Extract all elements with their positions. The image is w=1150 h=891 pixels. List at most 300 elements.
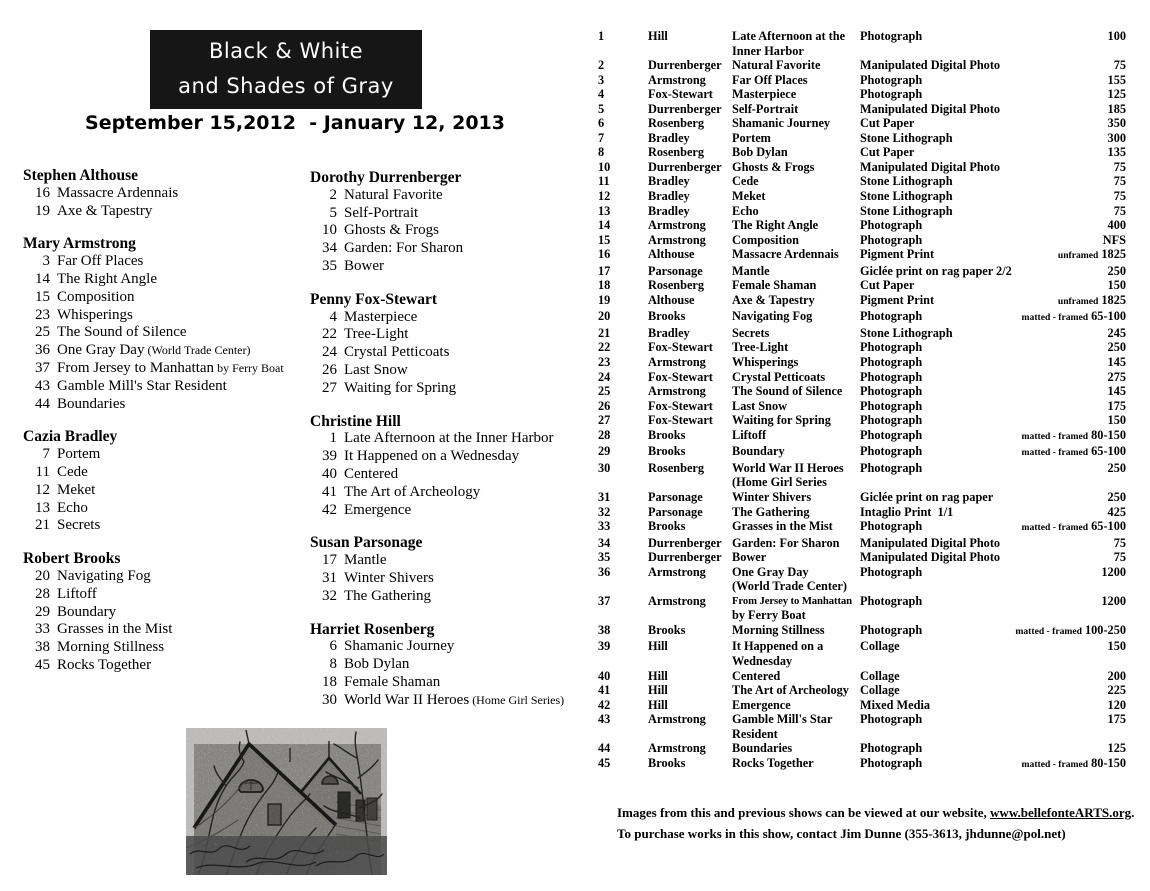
catalog-title	[732, 73, 860, 88]
catalog-price-value: 225	[1107, 683, 1126, 698]
catalog-price	[1012, 669, 1126, 684]
work-title: Crystal Petticoats	[344, 344, 450, 361]
catalog-medium: Photograph	[860, 593, 923, 608]
catalog-title	[732, 639, 860, 668]
catalog-medium: Manipulated Digital Photo	[860, 58, 1001, 73]
artist-name: Mary Armstrong	[23, 235, 136, 253]
work-number: 10	[322, 222, 337, 239]
catalog-title	[732, 29, 860, 58]
catalog-price	[1012, 756, 1126, 773]
catalog-medium: Photograph	[860, 755, 923, 770]
catalog-price	[1012, 505, 1126, 520]
catalog-artist: Durrenberger	[648, 101, 722, 116]
catalog-number: 31	[598, 489, 611, 504]
catalog-price	[1012, 309, 1126, 326]
catalog-title-line: Masterpiece	[732, 87, 797, 102]
work-number: 14	[35, 270, 50, 287]
catalog-title-line: Crystal Petticoats	[732, 369, 826, 384]
catalog-price	[1012, 340, 1126, 355]
catalog-title	[732, 326, 860, 341]
catalog-price	[1012, 116, 1126, 131]
artist-work-item	[23, 342, 305, 360]
work-number: 31	[322, 569, 337, 586]
catalog-price	[1012, 160, 1126, 175]
catalog-medium: Manipulated Digital Photo	[860, 535, 1001, 550]
work-title: It Happened on a Wednesday	[344, 448, 520, 465]
catalog-title-line: Wednesday	[732, 653, 793, 668]
catalog-artist: Brooks	[648, 519, 686, 534]
catalog-artist: Fox-Stewart	[648, 369, 713, 384]
work-title: Liftoff	[57, 585, 97, 602]
catalog-number: 44	[598, 741, 611, 756]
catalog-number: 39	[598, 639, 611, 654]
catalog-number: 22	[598, 340, 611, 355]
catalog-price	[1012, 58, 1126, 73]
catalog-price-value: 175	[1107, 398, 1126, 413]
work-title: Massacre Ardennais	[57, 184, 179, 201]
catalog-number: 24	[598, 369, 611, 384]
catalog-row	[598, 309, 1126, 326]
artist-work-item	[310, 484, 595, 502]
work-number: 38	[35, 639, 50, 656]
catalog-number: 16	[598, 247, 611, 262]
catalog-price-value: 275	[1107, 369, 1126, 384]
catalog-medium: Photograph	[860, 622, 923, 637]
work-title: Morning Stillness	[57, 639, 165, 656]
work-title: Winter Shivers	[344, 569, 434, 586]
artist-work-item	[23, 639, 305, 657]
catalog-title	[732, 204, 860, 219]
catalog-artist: Armstrong	[648, 232, 706, 247]
website-link[interactable]: www.bellefonteARTS.org	[990, 805, 1132, 820]
catalog-title	[732, 264, 860, 279]
work-number: 43	[35, 377, 50, 394]
catalog-title	[732, 461, 860, 490]
catalog-number: 11	[598, 174, 610, 189]
catalog-artist: Brooks	[648, 622, 686, 637]
artist-work-item	[23, 271, 305, 289]
artist-work-item	[23, 185, 305, 203]
catalog-number: 3	[598, 72, 605, 87]
catalog-row	[598, 174, 1126, 189]
work-title: Mantle	[344, 552, 387, 569]
catalog-title	[732, 399, 860, 414]
artist-work-item	[310, 344, 595, 362]
catalog-title-line: Grasses in the Mist	[732, 519, 833, 534]
catalog-row	[598, 116, 1126, 131]
catalog-title-line: Garden: For Sharon	[732, 535, 840, 550]
catalog-medium: Photograph	[860, 369, 923, 384]
catalog-title	[732, 160, 860, 175]
work-number: 20	[35, 567, 50, 584]
catalog-artist: Armstrong	[648, 564, 706, 579]
catalog-row	[598, 428, 1126, 445]
catalog-number: 17	[598, 263, 611, 278]
catalog-medium: Collage	[860, 668, 900, 683]
catalog-title-line: Winter Shivers	[732, 489, 812, 504]
catalog-number: 41	[598, 683, 611, 698]
catalog-price-value: 125	[1107, 741, 1126, 756]
catalog-medium: Stone Lithograph	[860, 325, 953, 340]
catalog-price-value: 80-150	[1091, 755, 1126, 770]
work-number: 8	[329, 656, 337, 673]
work-title: Secrets	[57, 517, 101, 534]
catalog-price	[1012, 87, 1126, 102]
work-number: 39	[322, 448, 337, 465]
work-number: 22	[322, 326, 337, 343]
catalog-row	[598, 444, 1126, 461]
catalog-number: 12	[598, 189, 611, 204]
work-title: Masterpiece	[344, 308, 418, 325]
catalog-row	[598, 639, 1126, 668]
work-title: Last Snow	[344, 361, 408, 378]
catalog-number: 30	[598, 460, 611, 475]
catalog-price-value: 145	[1107, 355, 1126, 370]
catalog-row	[598, 756, 1126, 773]
catalog-artist: Fox-Stewart	[648, 413, 713, 428]
artist-work-item	[23, 396, 305, 414]
work-title: The Gathering	[344, 587, 432, 604]
catalog-title	[732, 519, 860, 534]
work-title-note: by Ferry Boat	[214, 360, 284, 375]
catalog-number: 14	[598, 218, 611, 233]
catalog-price-value: 65-100	[1091, 309, 1126, 324]
catalog-title	[732, 413, 860, 428]
catalog-price-value: NFS	[1102, 232, 1126, 247]
catalog-title-line: Shamanic Journey	[732, 116, 831, 131]
catalog-price	[1012, 519, 1126, 536]
work-number: 25	[35, 324, 50, 341]
work-title: Ghosts & Frogs	[344, 222, 440, 239]
catalog-price	[1012, 174, 1126, 189]
catalog-row	[598, 29, 1126, 58]
catalog-medium: Photograph	[860, 712, 923, 727]
catalog-row	[598, 102, 1126, 117]
artist-work-item	[310, 638, 595, 656]
work-title: The Art of Archeology	[344, 483, 481, 500]
catalog-title	[732, 309, 860, 324]
catalog-title-line: Composition	[732, 232, 799, 247]
catalog-title-line: (World Trade Center)	[732, 579, 847, 594]
catalog-medium: Photograph	[860, 384, 923, 399]
catalog-title	[732, 102, 860, 117]
catalog-title	[732, 565, 860, 594]
artist-work-item	[310, 466, 595, 484]
catalog-title	[732, 247, 860, 262]
catalog-price	[1012, 399, 1126, 414]
catalog-artist: Fox-Stewart	[648, 87, 713, 102]
catalog-table	[598, 29, 1126, 772]
artist-column-1	[23, 167, 305, 690]
catalog-number: 43	[598, 712, 611, 727]
catalog-price-value: 250	[1107, 263, 1126, 278]
catalog-medium: Photograph	[860, 87, 923, 102]
work-title: Meket	[57, 481, 96, 498]
work-title: Natural Favorite	[344, 186, 443, 203]
catalog-medium: Photograph	[860, 232, 923, 247]
artist-work-item	[23, 324, 305, 342]
work-title: One Gray Day (World Trade Center)	[57, 342, 251, 359]
work-title: Centered	[344, 465, 399, 482]
catalog-title	[732, 712, 860, 741]
catalog-artist: Bradley	[648, 203, 690, 218]
catalog-price-value: 300	[1107, 130, 1126, 145]
work-number: 18	[322, 673, 337, 690]
work-number: 21	[35, 517, 50, 534]
catalog-title	[732, 594, 860, 623]
catalog-artist: Armstrong	[648, 72, 706, 87]
artist-name: Harriet Rosenberg	[310, 620, 435, 638]
catalog-price-value: 100-250	[1085, 622, 1126, 637]
catalog-title	[732, 145, 860, 160]
catalog-title	[732, 384, 860, 399]
catalog-row	[598, 218, 1126, 233]
work-title: From Jersey to Manhattan by Ferry Boat	[57, 359, 284, 376]
catalog-number: 10	[598, 159, 611, 174]
artist-name: Penny Fox-Stewart	[310, 290, 437, 308]
work-title-note: (Home Girl Series)	[469, 692, 565, 707]
catalog-artist: Parsonage	[648, 504, 703, 519]
catalog-row	[598, 519, 1126, 536]
artist-name: Christine Hill	[310, 412, 401, 430]
footer-line2: To purchase works in this show, contact Jim Dunne (355-3613, jhdunne@pol.net)	[617, 825, 1066, 841]
catalog-price	[1012, 536, 1126, 551]
catalog-medium: Manipulated Digital Photo	[860, 159, 1001, 174]
work-number: 44	[35, 395, 50, 412]
exhibition-dates: September 15,2012 - January 12, 2013	[85, 112, 505, 134]
catalog-row	[598, 413, 1126, 428]
artwork-thumbnail	[186, 728, 387, 875]
exhibition-title-box	[150, 30, 422, 109]
catalog-number: 6	[598, 116, 605, 131]
catalog-artist: Brooks	[648, 444, 686, 459]
catalog-row	[598, 550, 1126, 565]
catalog-price	[1012, 131, 1126, 146]
artist-work-item	[310, 326, 595, 344]
work-title: The Sound of Silence	[57, 324, 187, 341]
artist-section	[310, 621, 595, 710]
catalog-title	[732, 741, 860, 756]
catalog-artist: Rosenberg	[648, 278, 705, 293]
catalog-title-line: (Home Girl Series	[732, 475, 827, 490]
catalog-price-value: 145	[1107, 384, 1126, 399]
catalog-title	[732, 278, 860, 293]
work-number: 15	[35, 288, 50, 305]
artist-work-item	[310, 309, 595, 327]
catalog-row	[598, 490, 1126, 505]
catalog-artist: Durrenberger	[648, 58, 722, 73]
catalog-number: 20	[598, 309, 611, 324]
catalog-number: 42	[598, 697, 611, 712]
catalog-price-value: 75	[1113, 203, 1126, 218]
catalog-row	[598, 326, 1126, 341]
catalog-price-value: 1200	[1101, 593, 1126, 608]
catalog-price	[1012, 639, 1126, 654]
catalog-price	[1012, 189, 1126, 204]
work-title: Axe & Tapestry	[57, 202, 153, 219]
catalog-row	[598, 233, 1126, 248]
catalog-title-line: The Sound of Silence	[732, 384, 843, 399]
artist-work-item	[310, 674, 595, 692]
catalog-medium: Intaglio Print 1/1	[860, 504, 954, 519]
catalog-title-line: Inner Harbor	[732, 43, 804, 58]
catalog-title	[732, 370, 860, 385]
catalog-price-note: unframed	[1057, 295, 1099, 307]
catalog-title-line: Secrets	[732, 325, 770, 340]
artist-section	[310, 413, 595, 520]
catalog-medium: Photograph	[860, 444, 923, 459]
catalog-artist: Brooks	[648, 427, 686, 442]
catalog-price-value: 150	[1107, 278, 1126, 293]
work-title: Waiting for Spring	[344, 379, 457, 396]
catalog-artist: Althouse	[648, 247, 695, 262]
catalog-row	[598, 565, 1126, 594]
artist-work-item	[23, 464, 305, 482]
artist-name: Robert Brooks	[23, 550, 121, 568]
catalog-artist: Rosenberg	[648, 460, 705, 475]
catalog-price	[1012, 683, 1126, 698]
catalog-title	[732, 669, 860, 684]
artist-work-item	[23, 517, 305, 535]
catalog-number: 7	[598, 130, 605, 145]
catalog-price	[1012, 623, 1126, 640]
catalog-row	[598, 58, 1126, 73]
catalog-price	[1012, 326, 1126, 341]
catalog-number: 2	[598, 58, 605, 73]
catalog-title-line: Tree-Light	[732, 340, 789, 355]
catalog-title	[732, 683, 860, 698]
catalog-title-line: Bob Dylan	[732, 145, 788, 160]
catalog-artist: Parsonage	[648, 263, 703, 278]
catalog-row	[598, 160, 1126, 175]
catalog-title	[732, 550, 860, 565]
artist-work-item	[23, 586, 305, 604]
catalog-artist: Hill	[648, 668, 668, 683]
catalog-artist: Durrenberger	[648, 535, 722, 550]
work-title: Boundaries	[57, 395, 126, 412]
work-title: Composition	[57, 288, 135, 305]
catalog-medium: Collage	[860, 683, 900, 698]
catalog-price-value: 245	[1107, 325, 1126, 340]
work-number: 17	[322, 552, 337, 569]
catalog-title	[732, 116, 860, 131]
work-title: World War II Heroes (Home Girl Series)	[344, 691, 565, 708]
artist-work-item	[310, 570, 595, 588]
catalog-price	[1012, 384, 1126, 399]
catalog-medium: Stone Lithograph	[860, 130, 953, 145]
catalog-row	[598, 278, 1126, 293]
artist-work-item	[310, 656, 595, 674]
catalog-price-value: 75	[1113, 550, 1126, 565]
catalog-number: 38	[598, 622, 611, 637]
catalog-artist: Fox-Stewart	[648, 340, 713, 355]
work-title: Grasses in the Mist	[57, 621, 173, 638]
catalog-medium: Manipulated Digital Photo	[860, 550, 1001, 565]
catalog-price-value: 75	[1113, 174, 1126, 189]
catalog-row	[598, 87, 1126, 102]
catalog-price	[1012, 102, 1126, 117]
exhibition-title-line2: and Shades of Gray	[178, 74, 394, 98]
catalog-title-line: Ghosts & Frogs	[732, 159, 815, 174]
artist-name: Susan Parsonage	[310, 534, 423, 552]
catalog-medium: Photograph	[860, 355, 923, 370]
catalog-row	[598, 505, 1126, 520]
catalog-price	[1012, 218, 1126, 233]
catalog-number: 40	[598, 668, 611, 683]
catalog-price	[1012, 444, 1126, 461]
catalog-title-line: Whisperings	[732, 355, 799, 370]
catalog-number: 18	[598, 278, 611, 293]
work-number: 36	[35, 342, 50, 359]
catalog-artist: Parsonage	[648, 489, 703, 504]
catalog-medium: Photograph	[860, 413, 923, 428]
catalog-row	[598, 698, 1126, 713]
catalog-price-value: 1825	[1101, 247, 1126, 262]
catalog-title	[732, 293, 860, 308]
catalog-title-line: Female Shaman	[732, 278, 817, 293]
exhibition-title-line1: Black & White	[208, 39, 364, 63]
work-number: 13	[35, 499, 50, 516]
catalog-price	[1012, 698, 1126, 713]
catalog-title-line: Far Off Places	[732, 72, 808, 87]
catalog-price-value: 125	[1107, 87, 1126, 102]
catalog-number: 15	[598, 232, 611, 247]
catalog-row	[598, 741, 1126, 756]
work-title: Echo	[57, 499, 88, 516]
catalog-price-note: matted - framed	[1021, 312, 1089, 324]
catalog-artist: Hill	[648, 639, 668, 654]
catalog-price	[1012, 565, 1126, 580]
work-number: 32	[322, 587, 337, 604]
catalog-title	[732, 428, 860, 443]
catalog-title-line: Self-Portrait	[732, 101, 799, 116]
catalog-medium: Photograph	[860, 427, 923, 442]
catalog-medium: Mixed Media	[860, 697, 931, 712]
catalog-title-line: Massacre Ardennais	[732, 247, 839, 262]
catalog-number: 36	[598, 564, 611, 579]
artist-work-item	[23, 621, 305, 639]
artist-name: Cazia Bradley	[23, 428, 118, 446]
work-number: 33	[35, 621, 50, 638]
catalog-artist: Durrenberger	[648, 550, 722, 565]
catalog-number: 34	[598, 535, 611, 550]
catalog-price-value: 425	[1107, 504, 1126, 519]
artist-section	[23, 428, 305, 535]
catalog-row	[598, 712, 1126, 741]
catalog-medium: Photograph	[860, 29, 923, 43]
catalog-medium: Photograph	[860, 72, 923, 87]
catalog-title-line: by Ferry Boat	[732, 608, 806, 623]
catalog-title-line: Liftoff	[732, 427, 767, 442]
artist-work-item	[310, 692, 595, 710]
catalog-number: 25	[598, 384, 611, 399]
catalog-price-value: 75	[1113, 189, 1126, 204]
catalog-artist: Armstrong	[648, 593, 706, 608]
work-title: Gamble Mill's Star Resident	[57, 377, 227, 394]
catalog-title	[732, 536, 860, 551]
catalog-title-line: Emergence	[732, 697, 791, 712]
catalog-price-value: 65-100	[1091, 519, 1126, 534]
artist-work-item	[310, 258, 595, 276]
catalog-number: 35	[598, 550, 611, 565]
catalog-medium: Photograph	[860, 564, 923, 579]
artist-name: Stephen Althouse	[23, 167, 138, 184]
catalog-medium: Cut Paper	[860, 145, 915, 160]
work-number: 40	[322, 465, 337, 482]
catalog-price	[1012, 712, 1126, 727]
artist-work-item	[23, 446, 305, 464]
work-title: Navigating Fog	[57, 567, 151, 584]
